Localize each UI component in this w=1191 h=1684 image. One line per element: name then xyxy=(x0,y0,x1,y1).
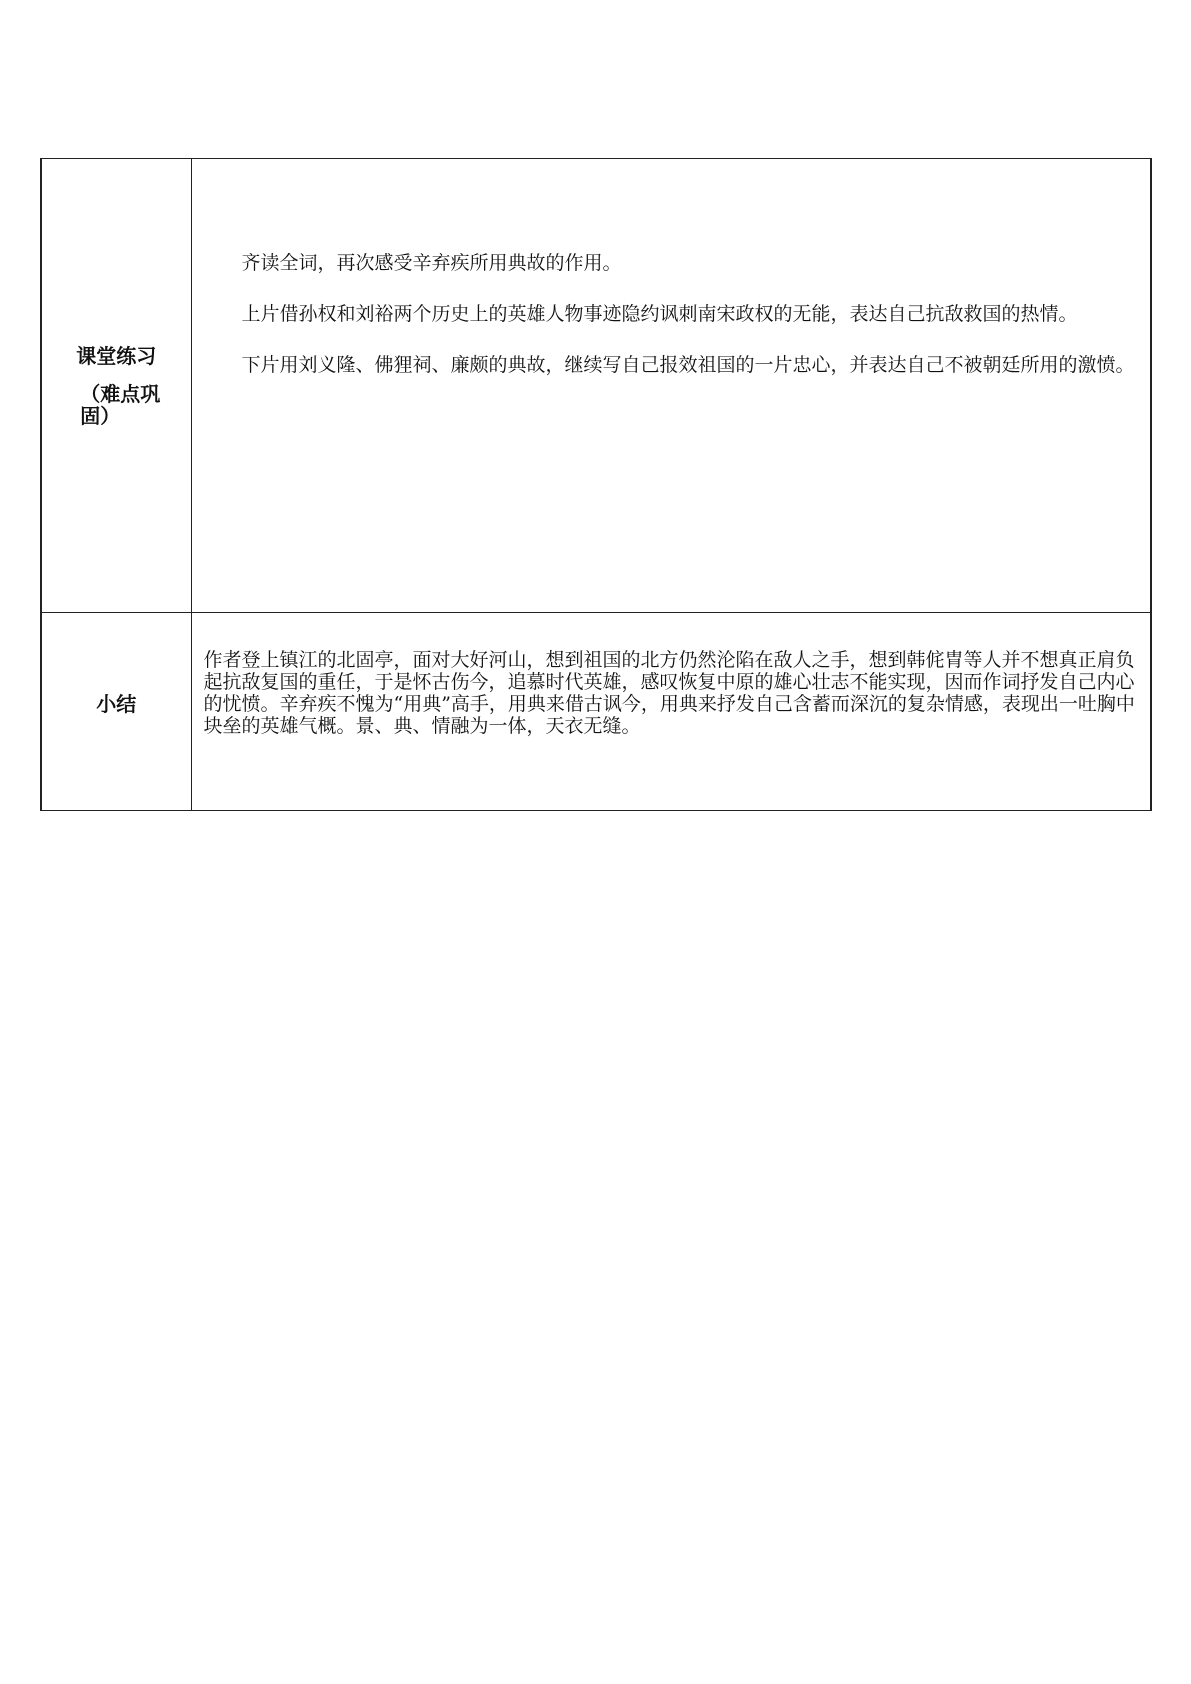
summary-content-cell xyxy=(191,613,1151,811)
practice-paragraph: 下片用刘义隆、佛狸祠、廉颇的典故，继续写自己报效祖国的一片忠心，并表达自己不被朝廷所用的激愤。 xyxy=(241,354,1135,376)
practice-paragraph: 齐读全词，再次感受辛弃疾所用典故的作用。 xyxy=(241,252,622,274)
practice-label-title: 课堂练习 xyxy=(76,343,157,368)
summary-text: 作者登上镇江的北固亭，面对大好河山，想到祖国的北方仍然沦陷在敌人之手，想到韩侂胄等人并不想真正肩负起抗敌复国的重任，于是怀古伤今，追慕时代英雄，感叹恢复中原的雄心壮志不能实现，因而作词抒发自己内心的忧愤。辛弃疾不愧为“用典”高手，用典来借古讽今，用典来抒发自己含蓄而深沉的复杂情感，表现出一吐胸中块垒的英雄气概。景、典、情融为一体，天衣无缝。 xyxy=(203,649,1135,737)
practice-row xyxy=(41,159,1151,613)
practice-paragraph: 上片借孙权和刘裕两个历史上的英雄人物事迹隐约讽刺南宋政权的无能，表达自己抗敌救国的热情。 xyxy=(241,303,1078,325)
practice-label-cell xyxy=(41,159,191,613)
practice-label-subtitle: （难点巩固） xyxy=(80,381,161,428)
lesson-table xyxy=(40,158,1152,811)
summary-label: 小结 xyxy=(96,692,137,716)
summary-row xyxy=(41,613,1151,811)
practice-content-cell xyxy=(191,159,1151,613)
summary-label-cell xyxy=(41,613,191,811)
